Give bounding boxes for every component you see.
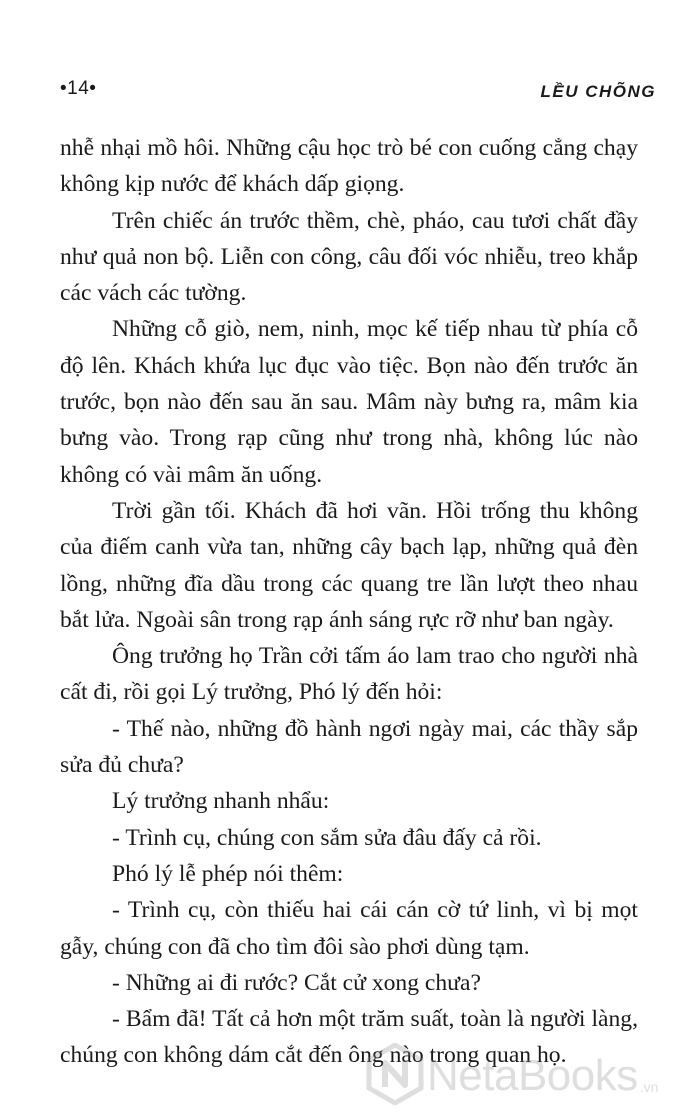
body-text (60, 130, 638, 1074)
paragraph: - Thế nào, những đồ hành ngơi ngày mai, các thầy sắp sửa đủ chưa? (60, 715, 638, 779)
paragraph: Lý trưởng nhanh nhẩu: (112, 788, 330, 815)
netabooks-logo-icon (365, 1043, 425, 1110)
paragraph: Ông trưởng họ Trần cởi tấm áo lam trao cho người nhà cất đi, rồi gọi Lý trưởng, Phó lý đến hỏi: (60, 643, 638, 706)
paragraph: Phó lý lễ phép nói thêm: (112, 860, 344, 887)
paragraph: - Trình cụ, còn thiếu hai cái cán cờ tứ linh, vì bị mọt gẫy, chúng con đã cho tìm đôi sào phơi dùng tạm. (60, 897, 638, 960)
paragraph: Trên chiếc án trước thềm, chè, pháo, cau tươi chất đầy như quả non bộ. Liễn con công, câu đối vóc nhiễu, treo khắp các vách các tường. (60, 207, 638, 307)
watermark-text: NetaBooks (427, 1051, 638, 1100)
paragraph: Những cỗ giò, nem, ninh, mọc kế tiếp nhau từ phía cỗ độ lên. Khách khứa lục đục vào tiệc. Bọn nào đến trước ăn trước, bọn nào đến sau ăn sau. Mâm này bưng ra, mâm kia bưng vào. Trong rạp cũng như trong nhà, không lúc nào không có vài mâm ăn uống. (60, 316, 638, 488)
netabooks-watermark (365, 1042, 695, 1110)
paragraph: - Bẩm đã! Tất cả hơn một trăm suất, toàn là người làng, chúng con không dám cắt đến ông nào trong quan họ. (60, 1006, 638, 1069)
paragraph: - Trình cụ, chúng con sắm sửa đâu đấy cả rồi. (112, 824, 542, 851)
paragraph: - Những ai đi rước? Cắt cử xong chưa? (112, 969, 481, 996)
paragraph: nhễ nhại mồ hôi. Những cậu học trò bé con cuống cẳng chạy không kịp nước để khách dấp giọng. (60, 135, 638, 198)
page-number: •14• (60, 78, 97, 99)
running-title: LỀU CHÕNG (540, 82, 656, 101)
paragraph: Trời gần tối. Khách đã hơi vãn. Hồi trống thu không của điếm canh vừa tan, những cây bạch lạp, những quả đèn lồng, những đĩa dầu trong các quang tre lần lượt theo nhau bắt lửa. Ngoài sân trong rạp ánh sáng rực rỡ như ban ngày. (60, 497, 638, 633)
watermark-suffix: .vn (639, 1079, 659, 1095)
